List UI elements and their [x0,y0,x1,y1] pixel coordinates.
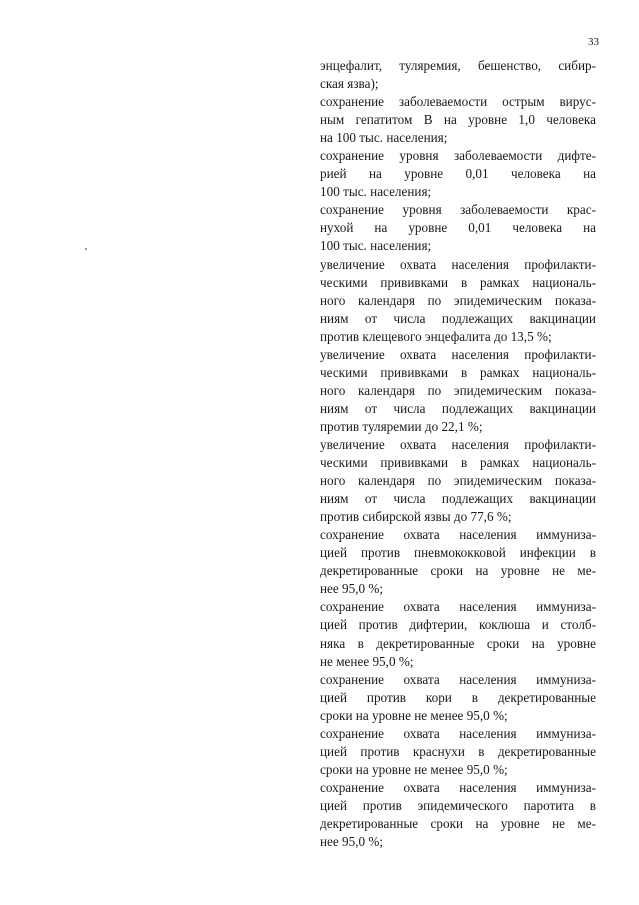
text-line: декретированные сроки на уровне не ме- [320,563,596,579]
text-line: сохранение охвата населения иммуниза- [320,671,596,687]
text-line: ческими прививками в рамках националь- [320,364,596,380]
text-line: сохранение охвата населения иммуниза- [320,599,596,615]
text-line: декретированные сроки на уровне не ме- [320,815,596,831]
text-line: увеличение охвата населения профилакти- [320,436,596,452]
text-line: на 100 тыс. населения; [320,130,448,146]
text-line: нее 95,0 %; [320,834,384,850]
text-line: против туляремии до 22,1 %; [320,418,483,434]
text-line: сохранение уровня заболеваемости дифте- [320,148,596,164]
text-line: ного календаря по эпидемическим показа- [320,292,596,308]
text-line: ниям от числа подлежащих вакцинации [320,400,596,416]
text-line: сохранение охвата населения иммуниза- [320,527,596,543]
text-line: нее 95,0 %; [320,581,384,597]
paragraph [320,346,596,436]
text-line: цией против эпидемического паротита в [320,797,596,813]
paragraph [320,671,596,725]
text-column [320,57,596,851]
text-line: ская язва); [320,76,379,92]
paragraph [320,725,596,779]
text-line: ного календаря по эпидемическим показа- [320,382,596,398]
text-line: ным гепатитом В на уровне 1,0 человека [320,112,596,128]
text-line: ческими прививками в рамках националь- [320,274,596,290]
text-line: 100 тыс. населения; [320,184,432,200]
paragraph [320,598,596,670]
text-line: ного календаря по эпидемическим показа- [320,473,596,489]
paragraph [320,526,596,598]
text-line: ниям от числа подлежащих вакцинации [320,491,596,507]
paragraph [320,436,596,526]
paragraph [320,256,596,346]
text-line: няка в декретированные сроки на уровне [320,635,596,651]
text-line: сроки на уровне не менее 95,0 %; [320,761,508,777]
text-line: не менее 95,0 %; [320,653,414,669]
paragraph [320,147,596,201]
scan-speck [85,248,87,250]
text-line: против клещевого энцефалита до 13,5 %; [320,328,552,344]
text-line: энцефалит, туляремия, бешенство, сибир- [320,58,596,73]
text-line: 100 тыс. населения; [320,238,432,254]
text-line: сроки на уровне не менее 95,0 %; [320,707,508,723]
text-line: увеличение охвата населения профилакти- [320,256,596,272]
paragraph [320,779,596,851]
text-line: цией против кори в декретированные [320,689,596,705]
text-line: сохранение уровня заболеваемости крас- [320,202,596,218]
text-line: рией на уровне 0,01 человека на [320,166,596,182]
text-line: цией против пневмококковой инфекции в [320,545,596,561]
text-line: цией против дифтерии, коклюша и столб- [320,617,596,633]
text-line: увеличение охвата населения профилакти- [320,346,596,362]
text-line: нухой на уровне 0,01 человека на [320,220,596,236]
text-line: ческими прививками в рамках националь- [320,455,596,471]
text-line: сохранение охвата населения иммуниза- [320,725,596,741]
paragraph [320,201,596,255]
text-line: против сибирской язвы до 77,6 %; [320,509,512,525]
text-line: сохранение охвата населения иммуниза- [320,779,596,795]
page-number: 33 [588,36,599,48]
paragraph [320,93,596,147]
text-line: сохранение заболеваемости острым вирус- [320,94,596,110]
text-line: ниям от числа подлежащих вакцинации [320,310,596,326]
paragraph [320,57,596,93]
text-line: цией против краснухи в декретированные [320,743,596,759]
